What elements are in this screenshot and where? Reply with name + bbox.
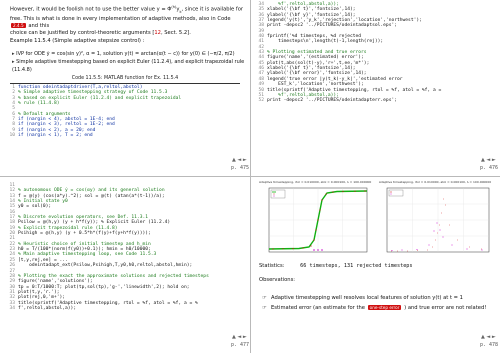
code-text: % based on explicit Euler (11.2.4) and explicit trapezoidal xyxy=(18,95,182,101)
code-text: odeintadapt_ext(Psilow,Psihigh,T,y0,h0,reltol,abstol,hmin); xyxy=(18,263,193,269)
code-text: % Plotting estimated and true errors xyxy=(267,50,367,56)
code-text: figure('name','solutions'); xyxy=(18,279,93,285)
nav-arrows-icon[interactable]: ▲ ◄ ► xyxy=(232,334,247,340)
line-number: 13 xyxy=(9,193,15,199)
statistics-label: Statistics: xyxy=(259,263,285,269)
line-number: 18 xyxy=(9,220,15,226)
code-text: % rule (11.4.8) xyxy=(18,101,60,107)
line-number: 11 xyxy=(9,183,15,188)
ref-tag[interactable]: 2.4.5 xyxy=(13,22,24,28)
code-text: % Plotting the exact the approximate solutions and rejected timesteps xyxy=(18,273,209,279)
line-number: 44 xyxy=(258,55,264,61)
line-number: 47 xyxy=(258,71,264,77)
code-listing-top-right xyxy=(255,2,441,104)
line-number: 29 xyxy=(9,279,15,285)
code-text: % Main adaptive timestepping loop, see Code 11.5.3 xyxy=(18,252,157,258)
code-text: plot(t,abs(sol(t)-y),'r+',t,ee,'m*'); xyxy=(267,60,370,66)
line-number: 14 xyxy=(9,199,15,205)
line-number: 12 xyxy=(9,188,15,194)
line-number: 21 xyxy=(9,236,15,242)
line-number: 50 xyxy=(258,87,264,93)
code-text: % Explicit trapezoidal rule (11.4.8) xyxy=(18,225,118,231)
code-text: figure('name','(estimated) error'); xyxy=(267,55,364,61)
code-text: % Initial state y0 xyxy=(18,199,68,205)
line-number: 35 xyxy=(258,7,264,13)
statistics-value: 66 timesteps, 131 rejected timesteps xyxy=(300,263,413,269)
code-line xyxy=(6,263,209,268)
code-listing-top-left xyxy=(6,85,181,138)
line-number: 40 xyxy=(258,34,264,40)
page-divider-horizontal xyxy=(0,176,500,177)
line-number: 32 xyxy=(9,295,15,301)
line-number: 25 xyxy=(9,257,15,263)
line-number: 51 xyxy=(258,92,264,98)
code-text: plot(t,y,'r.'); xyxy=(18,289,60,295)
code-text: f',reltol,abstol,a)); xyxy=(18,305,77,311)
nav-arrows-icon[interactable]: ▲ ◄ ► xyxy=(481,157,496,163)
code-text: %f',reltol,abstol,a)); xyxy=(267,92,339,98)
code-text: if (nargin < 1), T = 2; end xyxy=(18,133,93,139)
line-number: 34 xyxy=(9,305,15,311)
code-listing-title: Code 11.5.5: MATLAB function for Ex. 11.5.4 xyxy=(71,76,179,81)
line-number: 15 xyxy=(9,204,15,210)
line-number: 17 xyxy=(9,215,15,221)
code-text: print -depsc2 '../PICTURES/odeintadaptsol.eps'; xyxy=(267,23,397,29)
statistics-line xyxy=(259,263,413,269)
line-number: 5 xyxy=(12,106,15,112)
line-number: 46 xyxy=(258,66,264,72)
line-number: 36 xyxy=(258,12,264,18)
line-number: 39 xyxy=(258,28,264,34)
code-text: ylabel('{\bf error}','fontsize',14); xyxy=(267,71,367,77)
line-number: 19 xyxy=(9,225,15,231)
line-number: 38 xyxy=(258,23,264,29)
plot-solution xyxy=(259,185,371,259)
line-number: 43 xyxy=(258,50,264,56)
code-text: title(sprintf('Adaptive timestepping, rtol = %f, atol = %f, a = xyxy=(267,87,442,93)
code-text: % Default arguments xyxy=(18,111,71,117)
plot-legend xyxy=(389,190,403,196)
line-number: 8 xyxy=(12,122,15,128)
code-text: title(sprintf('Adaptive timestepping, rtol = %f, atol = %f, a = % xyxy=(18,300,198,306)
code-line xyxy=(255,98,441,103)
line-number: 28 xyxy=(9,273,15,279)
line-number: 31 xyxy=(9,289,15,295)
line-number: 52 xyxy=(258,98,264,104)
example-title: Example 11.5.4 (Simple adaptive stepsize control) : xyxy=(10,38,145,44)
page-number: p. 478 xyxy=(480,342,499,348)
code-text: %f',reltol,abstol,a)); xyxy=(267,2,339,7)
line-number: 22 xyxy=(9,241,15,247)
code-text: % Simple adaptive timestepping strategy of Code 11.5.3 xyxy=(18,90,168,96)
line-number: 2 xyxy=(12,90,15,96)
code-text: if (nargin < 4), abstol = 1E-4; end xyxy=(18,117,115,123)
intro-paragraph: However, it would be foolish not to use the better value $y = \Phi^{(h)}y_k$, since it is available for free. This is what is done in every implementation of adaptive methods, also in Code 2.4.5 and this choice can be justified by control-theoretic arguments [12, Sect. 5.2]. xyxy=(10,5,244,36)
code-text: legend('y(t)','y_k','rejection','location','northwest'); xyxy=(267,18,422,24)
page-top-right xyxy=(251,0,500,176)
code-text: [t,y,rej,ee] = ... xyxy=(18,257,68,263)
line-number: 30 xyxy=(9,284,15,290)
code-text: EST_k','location','northwest'); xyxy=(267,82,364,88)
line-number: 20 xyxy=(9,231,15,237)
page-number: p. 476 xyxy=(480,165,499,171)
line-number: 45 xyxy=(258,60,264,66)
one-step-error-tag[interactable]: one-step error xyxy=(369,305,400,310)
code-text: y0 = sol(0); xyxy=(18,204,52,210)
line-number: 7 xyxy=(12,117,15,123)
bullet-timestepping: ▸ Simple adaptive timestepping based on explicit Euler (11.2.4), and explicit trapezoidal rule (11.4.8) xyxy=(12,58,248,74)
line-number: 27 xyxy=(9,268,15,274)
line-number: 4 xyxy=(12,101,15,107)
nav-arrows-icon[interactable]: ▲ ◄ ► xyxy=(481,334,496,340)
page-bottom-right xyxy=(251,177,500,353)
plot-legend xyxy=(271,190,285,198)
code-text: h0 = T/(100*(norm(f(y0))+0.1)); hmin = h0/10000; xyxy=(18,247,151,253)
line-number: 24 xyxy=(9,252,15,258)
line-number: 1 xyxy=(12,85,15,90)
example-bullets xyxy=(12,50,248,74)
line-number: 33 xyxy=(9,300,15,306)
observation-1: ☞ Adaptive timestepping well resolves local features of solution y(t) at t = 1 xyxy=(262,295,463,301)
observations-label: Observations: xyxy=(259,277,296,283)
page-number: p. 477 xyxy=(231,342,250,348)
nav-arrows-icon[interactable]: ▲ ◄ ► xyxy=(232,157,247,163)
code-text: xlabel('{\bf t}','fontsize',14); xyxy=(267,7,356,13)
code-text: xlabel('{\bf t}','fontsize',14); xyxy=(267,66,356,72)
code-line xyxy=(6,306,209,311)
plot-error xyxy=(377,185,493,259)
code-text: if (nargin < 3), reltol = 1E-2; end xyxy=(18,122,115,128)
code-listing-bottom-left xyxy=(6,183,209,311)
page-bottom-left xyxy=(0,177,250,353)
line-number: 37 xyxy=(258,18,264,24)
line-number: 41 xyxy=(258,39,264,45)
code-text: if (nargin < 2), a = 20; end xyxy=(18,127,96,133)
line-number: 48 xyxy=(258,76,264,82)
code-line xyxy=(6,133,181,138)
line-number: 49 xyxy=(258,82,264,88)
code-text: function odeintadaptdriver(T,a,reltol,abstol) xyxy=(18,85,143,90)
code-text: fprintf('%d timesteps, %d rejected xyxy=(267,34,362,40)
code-text: Psilow = @(h,y) (y + h*f(y)); % Explicit Euler (11.2.4) xyxy=(18,220,171,226)
code-text: tp = 0:T/1000:T; plot(tp,sol(tp),'g-','linewidth',2); hold on; xyxy=(18,284,190,290)
page-top-left xyxy=(0,0,250,176)
plot-error-title: Adaptive timestepping, rtol = 0.010000, atol = 0.000100, λ = 100.000000 xyxy=(378,180,492,184)
code-text: timesteps\n',length(t)-1,length(rej)); xyxy=(267,39,384,45)
bullet-ivp: ▸ IVP for ODE ẏ = cos(sin y)², α = 1, solution y(t) = arctan(α(t − c)) for y(0) ∈ (−π/2, π/2) xyxy=(12,50,248,58)
code-text: % Discrete evolution operators, see Def. 11.3.1 xyxy=(18,215,148,221)
line-number: 34 xyxy=(258,2,264,7)
code-text: % autonomous ODE ẏ = cos(αy) and its general solution xyxy=(18,188,165,194)
code-text: Psihigh = @(h,y) (y + 0.5*h*(f(y)+f(y+h*f(y)))); xyxy=(18,231,151,237)
line-number: 6 xyxy=(12,111,15,117)
line-number: 9 xyxy=(12,127,15,133)
page-number: p. 475 xyxy=(231,165,250,171)
line-number: 10 xyxy=(9,133,15,139)
line-number: 16 xyxy=(9,209,15,215)
line-number: 23 xyxy=(9,247,15,253)
plot-solution-title: Adaptive timestepping, rtol = 0.010000, atol = 0.000100, λ = 100.000000 xyxy=(259,180,372,184)
code-text: legend('true error |y(t_k)-y_k|','estimated error xyxy=(267,76,403,82)
line-number: 26 xyxy=(9,263,15,269)
code-text: plot(rej,0,'m+'); xyxy=(18,295,66,301)
code-text: f = @(y) (cos(a*y).^2); sol = @(t) (atan(a*(t-1))/a); xyxy=(18,193,165,199)
line-number: 3 xyxy=(12,95,15,101)
code-text: ylabel('{\bf y}','fontsize',14); xyxy=(267,12,356,18)
line-number: 42 xyxy=(258,44,264,50)
code-text: print -depsc2 '../PICTURES/odeintadapterr.eps'; xyxy=(267,98,397,104)
observation-2: ☞ Estimated error (an estimate for the one-step error ) and true error are not related! xyxy=(262,305,487,311)
code-text: % Heuristic choice of initial timestep and h_min xyxy=(18,241,151,247)
code-listing-rule xyxy=(10,83,240,84)
